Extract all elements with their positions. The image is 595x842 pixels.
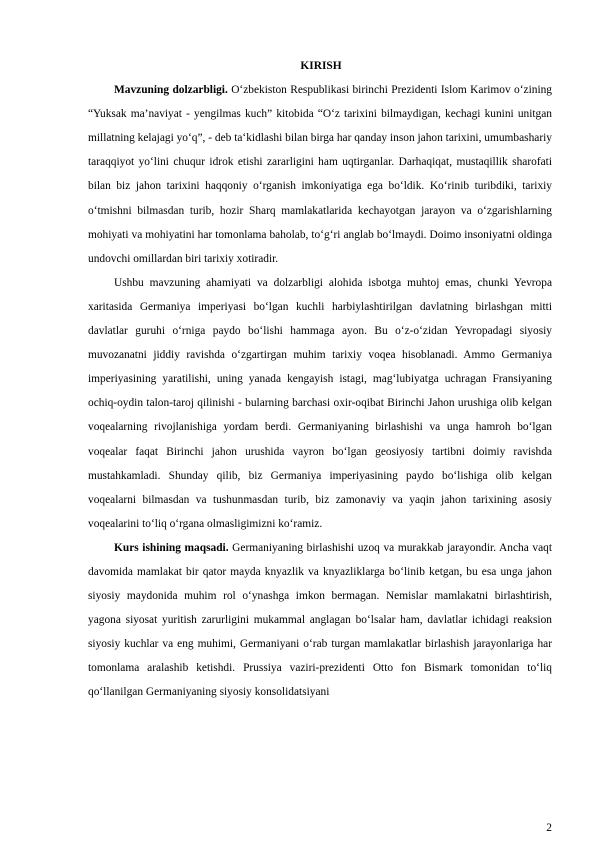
paragraph-lead: Kurs ishining maqsadi. [114,541,229,554]
paragraph-importance [88,271,552,536]
paragraph-goal [88,536,552,705]
document-page [88,54,552,705]
paragraph-text: O‘zbekiston Respublikasi birinchi Prezidenti Islom Karimov o‘zining “Yuksak ma’naviyat - yengilmas kuch” kitobida “O‘z tarixini bilmaydigan, kechagi kunini unitgan millatning kelajagi yo‘q”, - deb ta‘kidlashi bilan birga har qanday inson jahon tarixini, umumbashariy taraqqiyot yo‘lini chuqur idrok etishi zararligini ham uqtirganlar. Darhaqiqat, mustaqillik sharofati bilan biz jahon tarixini haqqoniy o‘rganish imkoniyatiga ega bo‘ldik. Ko‘rinib turibdiki, tarixiy o‘tmishni bilmasdan turib, hozir Sharq mamlakatlarida kechayotgan jarayon va o‘zgarishlarning mohiyati va mohiyatini har tomonlama baholab, to‘g‘ri anglab bo‘lmaydi. Doimo insoniyatni oldinga undovchi omillardan biri tarixiy xotiradir. [88,84,552,265]
paragraph-relevance [88,78,552,271]
page-title: KIRISH [300,60,342,72]
paragraph-text: Ushbu mavzuning ahamiyati va dolzarbligi alohida isbotga muhtoj emas, chunki Yevropa xaritasida Germaniya imperiyasi bo‘lgan kuchli harbiylashtirilgan davlatning birlashgan mitti davlatlar guruhi o‘rniga paydo bo‘lishi hammaga ayon. Bu o‘z-o‘zidan Yevropadagi siyosiy muvozanatni jiddiy ravishda o‘zgartirgan muhim tarixiy voqea hisoblanadi. Ammo Germaniya imperiyasining yaratilishi, uning yanada kengayish istagi, mag‘lubiyatga uchragan Fransiyaning ochiq-oydin talon-taroj qilinishi - bularning barchasi oxir-oqibat Birinchi Jahon urushiga olib kelgan voqealarning rivojlanishiga yordam berdi. Germaniyaning birlashishi va unga hamroh bo‘lgan voqealar faqat Birinchi jahon urushida vayron bo‘lgan geosiyosiy tartibni doimiy ravishda mustahkamladi. Shunday qilib, biz Germaniya imperiyasining paydo bo‘lishiga olib kelgan voqealarni bilmasdan va tushunmasdan turib, biz zamonaviy va yaqin jahon tarixining asosiy voqealarini to‘liq o‘rgana olmasligimizni ko‘ramiz. [88,276,552,530]
paragraph-lead: Mavzuning dolzarbligi. [114,84,228,97]
page-number: 2 [546,822,552,834]
paragraph-text: Germaniyaning birlashishi uzoq va murakkab jarayondir. Ancha vaqt davomida mamlakat bir qator mayda knyazlik va knyazliklarga bo‘linib ketgan, bu esa unga jahon siyosiy maydonida muhim rol o‘ynashga imkon bermagan. Nemislar mamlakatni birlashtirish, yagona siyosat yuritish zarurligini mukammal anglagan bo‘lsalar ham, davlatlar ichidagi reaksion siyosiy kuchlar va eng muhimi, Germaniyani o‘rab turgan mamlakatlar birlashish jarayonlariga har tomonlama aralashib ketishdi. Prussiya vaziri-prezidenti Otto fon Bismark tomonidan to‘liq qo‘llanilgan Germaniyaning siyosiy konsolidatsiyani [88,541,552,699]
